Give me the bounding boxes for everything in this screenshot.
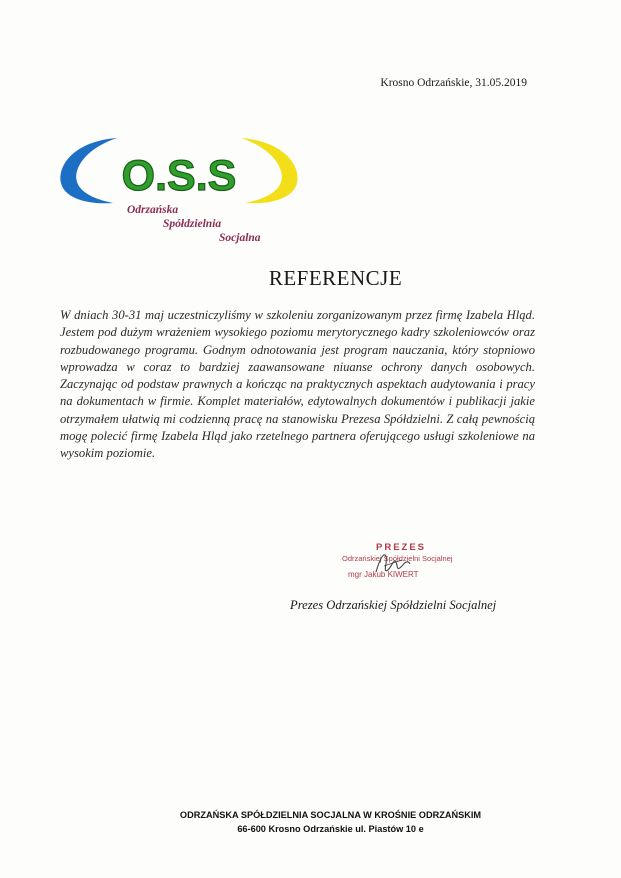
logo-letters: O.S.S bbox=[121, 152, 237, 200]
footer-line-2: 66-600 Krosno Odrzańskie ul. Piastów 10 e bbox=[237, 824, 424, 834]
document-title: REFERENCJE bbox=[268, 266, 403, 290]
logo-line-2: Spółdzielnia bbox=[163, 218, 222, 230]
logo-line-3: Socjalna bbox=[219, 232, 261, 244]
handwritten-signature bbox=[372, 548, 412, 578]
oss-logo bbox=[55, 135, 305, 250]
logo-right-swoosh bbox=[241, 138, 298, 203]
date-line: Krosno Odrzańskie, 31.05.2019 bbox=[380, 77, 527, 89]
stamp-title: PREZES bbox=[376, 542, 427, 553]
footer-line-1: ODRZAŃSKA SPÓŁDZIELNIA SOCJALNA W KROŚNIE ODRZAŃSKIM bbox=[179, 810, 482, 820]
logo-graphic bbox=[55, 135, 305, 250]
logo-line-1: Odrzańska bbox=[127, 204, 179, 216]
footer bbox=[0, 808, 621, 836]
signature-stamp bbox=[334, 542, 464, 587]
stamp-name: mgr Jakub KIWERT bbox=[348, 570, 419, 579]
letter-body: W dniach 30-31 maj uczestniczyliśmy w szkoleniu zorganizowanym przez firmę Izabela Hląd. Jestem pod dużym wrażeniem wysokiego poziomu merytorycznego kadry szkoleniowców oraz rozbudowanego programu. Godnym odnotowania jest program nauczania, który stopniowo wprowadza w coraz to bardziej zaawansowane niuanse ochrony danych osobowych. Zaczynając od podstaw prawnych a kończąc na praktycznych aspektach audytowania i pracy na dokumentach w firmie. Komplet materiałów, edytowalnych dokumentów i publikacji jakie otrzymałem ułatwią mi codzienną pracę na stanowisku Prezesa Spółdzielni. Z całą pewnością mogę polecić firmę Izabela Hląd jako rzetelnego partnera oferującego usługi szkoleniowe na wysokim poziomie. bbox=[60, 308, 535, 461]
logo-left-swoosh bbox=[60, 138, 117, 203]
signer-line: Prezes Odrzańskiej Spółdzielni Socjalnej bbox=[290, 598, 497, 612]
stamp-org: Odrzańskiej Spółdzielni Socjalnej bbox=[342, 554, 453, 563]
